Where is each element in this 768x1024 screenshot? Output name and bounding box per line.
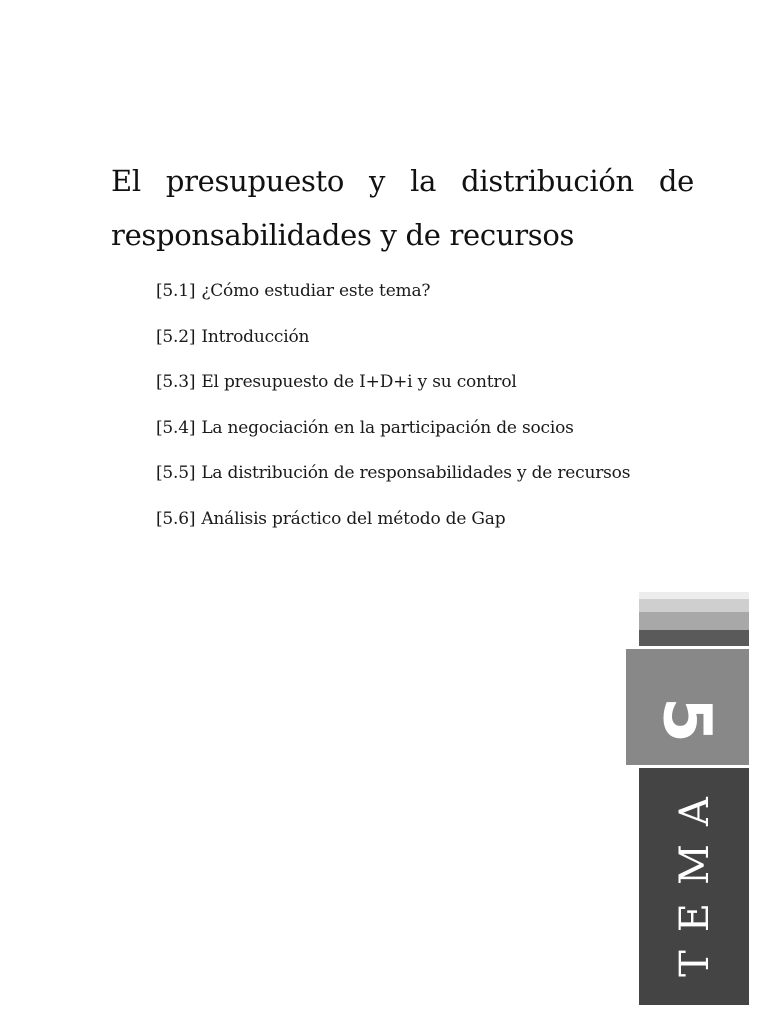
chapter-title: El presupuesto y la distribución de responsabilidades y de recursos [111,164,694,252]
toc-item [156,411,630,457]
toc-item-number: [5.2] [156,326,196,347]
toc-item-label: Introducción [201,326,310,347]
toc-item [156,320,630,366]
table-of-contents [156,274,630,547]
toc-item [156,456,630,502]
toc-item-label: ¿Cómo estudiar este tema? [201,281,431,301]
decor-stripe-light [639,599,749,612]
toc-item [156,502,630,548]
toc-item-number: [5.6] [156,508,196,529]
toc-item-number: [5.1] [156,281,196,301]
toc-item-number: [5.3] [156,372,196,392]
decor-stripe-medium [639,612,749,630]
chapter-number-box [626,649,749,765]
tema-label: TEMA [672,778,719,977]
toc-item-number: [5.5] [156,463,196,483]
toc-item [156,365,630,411]
toc-item-label: La negociación en la participación de socios [201,417,574,438]
tema-tab [639,768,749,1005]
toc-item-label: La distribución de responsabilidades y de recursos [201,463,631,483]
decor-stripe-dark [639,630,749,646]
toc-item-number: [5.4] [156,417,196,438]
decor-stripe-lightest [639,592,749,599]
toc-item-label: Análisis práctico del método de Gap [201,508,506,529]
chapter-number: 5 [649,697,726,743]
toc-item [156,274,630,320]
toc-item-label: El presupuesto de I+D+i y su control [201,372,517,392]
